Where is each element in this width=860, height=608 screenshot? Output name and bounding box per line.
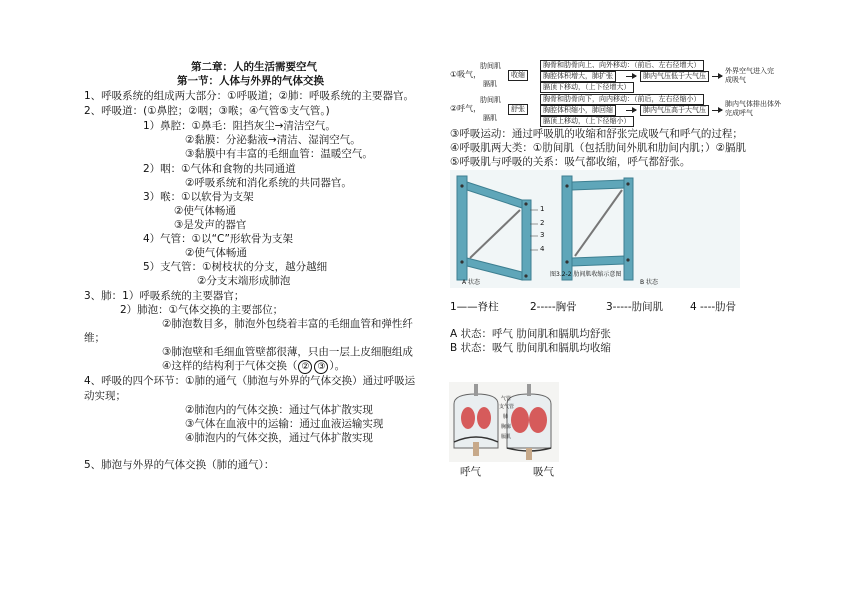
bell-jar-label: 胸廓	[501, 424, 512, 430]
bell-jar-label: 支气管	[499, 404, 515, 410]
text-line: 5、肺泡与外界的气体交换（肺的通气）：	[84, 459, 275, 471]
figure-number-label: 2	[540, 219, 545, 227]
figure-number-label: 1	[540, 205, 545, 213]
flow-box: 肺内气压高于大气压	[640, 105, 709, 116]
text-line: ③肺泡壁和毛细血管壁都很薄，只由一层上皮细胞组成	[162, 346, 413, 358]
exhale-label: 呼气	[460, 466, 481, 478]
text-line: 2、呼吸道：(①鼻腔；②咽；③喉；④气管⑤支气管。)	[84, 105, 330, 117]
circled-number: ③	[314, 360, 328, 374]
exhale-flow-label: ②呼气，	[450, 104, 482, 113]
flow-box: 胸腔体积增大，肺扩张	[540, 71, 616, 82]
flow-box: 膈顶上移动，（上下径缩小）	[540, 116, 634, 127]
text-line: 4、呼吸的四个环节：①肺的通气（肺泡与外界的气体交换）通过呼吸运	[84, 375, 416, 387]
arrow-icon	[626, 110, 636, 111]
legend-item: 4 ----肋骨	[690, 301, 737, 313]
text-line: 5）支气管：①树枝状的分支，越分越细	[143, 261, 328, 273]
text-line: 2）肺泡：①气体交换的主要部位；	[120, 304, 284, 316]
relax-box: 舒张	[508, 104, 528, 115]
text-line: ②呼吸系统和消化系统的共同器官。	[185, 177, 352, 189]
figure-number-label: 4	[540, 245, 545, 253]
figure-state-a-label: A 状态	[462, 279, 481, 286]
flow-box: 胸腔体积缩小，肺回缩	[540, 105, 616, 116]
flow-box: 肺内气压低于大气压	[640, 71, 709, 82]
flow-result: 外界空气进入完成吸气	[725, 67, 774, 84]
text-line: ②肺泡内的气体交换：通过气体扩散实现	[185, 404, 373, 416]
chapter-title: 第二章：人的生活需要空气	[191, 61, 317, 73]
diaphragm-label: 膈肌	[483, 80, 497, 88]
rib-muscle-label: 肋间肌	[480, 96, 501, 104]
text-line: ②分支末端形成肺泡	[197, 275, 291, 287]
text-fragment: ）。	[329, 360, 346, 372]
text-line: 3）喉：①以软骨为支架	[143, 191, 254, 203]
text-line: ③黏膜中有丰富的毛细血管：温暖空气。	[185, 148, 373, 160]
text-line: 1、呼吸系统的组成两大部分：①呼吸道；②肺：呼吸系统的主要器官。	[84, 90, 415, 102]
arrow-icon	[712, 110, 722, 111]
rib-muscle-label: 肋间肌	[480, 62, 501, 70]
flow-box: 膈顶下移动，（上下径增大）	[540, 82, 634, 93]
text-line: ⑤呼吸肌与呼吸的关系：吸气都收缩，呼气都舒张。	[450, 156, 691, 168]
bell-jar-drawing	[449, 382, 559, 462]
text-line: ④呼吸肌两大类：①肋间肌（包括肋间外肌和肋间内肌；）②膈肌	[450, 142, 746, 154]
text-line: ②肺泡数目多，肺泡外包绕着丰富的毛细血管和弹性纤	[162, 318, 413, 330]
text-line: 动实现；	[84, 390, 126, 402]
text-line: ②使气体畅通	[185, 247, 247, 259]
text-line: ④肺泡内的气体交换，通过气体扩散实现	[185, 432, 373, 444]
figure-number-label: 3	[540, 231, 545, 239]
text-line: 3、肺：1）呼吸系统的主要器官；	[84, 290, 245, 302]
flow-box: 胸骨和肋骨向下，向内移动：（前后，左右径缩小）	[540, 94, 704, 105]
bell-jar-label: 肺	[503, 414, 509, 420]
diaphragm-label: 膈肌	[483, 114, 497, 122]
state-b-description: B 状态：吸气 肋间肌和膈肌均收缩	[450, 342, 611, 354]
contract-box: 收缩	[508, 70, 528, 81]
rib-cage-model-figure	[450, 170, 740, 288]
figure-caption: 图3.2-2 肋间肌收缩示意图	[550, 271, 622, 278]
legend-item: 3-----肋间肌	[606, 301, 664, 313]
inhale-label: 吸气	[533, 466, 554, 478]
text-line: ③是发声的器官	[174, 219, 247, 231]
flow-box: 胸骨和肋骨向上、向外移动：（前后、左右径增大）	[540, 60, 704, 71]
arrow-icon	[712, 76, 722, 77]
state-a-description: A 状态：呼气 肋间肌和膈肌均舒张	[450, 328, 611, 340]
text-line: ②使气体畅通	[174, 205, 236, 217]
figure-state-b-label: B 状态	[640, 279, 659, 286]
circled-number: ②	[298, 360, 312, 374]
text-fragment: ④这样的结构利于气体交换（	[162, 360, 298, 372]
legend-item: 1——脊柱	[450, 301, 499, 313]
section-title: 第一节：人体与外界的气体交换	[177, 75, 324, 87]
text-line: 2）咽：①气体和食物的共同通道	[143, 163, 296, 175]
text-line: ③呼吸运动：通过呼吸肌的收缩和舒张完成吸气和呼气的过程；	[450, 128, 743, 140]
bell-jar-label: 气管	[501, 396, 512, 402]
text-line: 4）气管：①以“C”形软骨为支架	[143, 233, 293, 245]
flow-result: 肺内气体排出体外完成呼气	[725, 100, 781, 117]
text-line: ③气体在血液中的运输：通过血液运输实现	[185, 418, 384, 430]
inhale-flow-label: ①吸气，	[450, 70, 482, 79]
arrow-icon	[626, 76, 636, 77]
bell-jar-label: 膈肌	[501, 434, 512, 440]
text-line: 维；	[84, 332, 105, 344]
legend-item: 2-----胸骨	[530, 301, 577, 313]
text-line: 1）鼻腔：①鼻毛：阻挡灰尘→清洁空气。	[143, 120, 336, 132]
bell-jar-model-figure	[449, 382, 559, 462]
text-line: ②黏膜：分泌黏液→清洁、湿润空气。	[185, 134, 361, 146]
text-line	[162, 359, 345, 374]
